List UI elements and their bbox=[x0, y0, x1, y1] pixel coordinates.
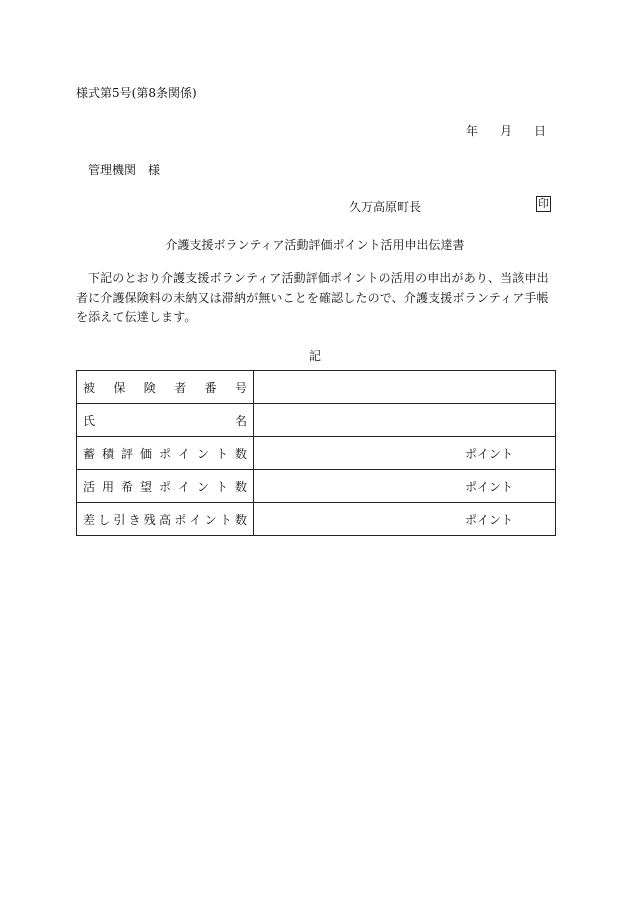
ki-heading: 記 bbox=[308, 349, 321, 363]
row-value-name[interactable] bbox=[254, 404, 556, 437]
row-value-insured-number[interactable] bbox=[254, 371, 556, 404]
month-label: 月 bbox=[500, 124, 513, 138]
row-label-desired-points: 活用希望ポイント数 bbox=[77, 470, 254, 503]
document-title: 介護支援ボランティア活動評価ポイント活用申出伝達書 bbox=[165, 238, 465, 252]
year-label: 年 bbox=[466, 124, 479, 138]
recipient-name: 管理機関 bbox=[88, 163, 137, 177]
row-value-accumulated-points[interactable]: ポイント bbox=[254, 437, 556, 470]
table-row bbox=[77, 371, 556, 404]
row-label-remaining-points: 差し引き残高ポイント数 bbox=[77, 503, 254, 536]
row-label-insured-number: 被保険者番号 bbox=[77, 371, 254, 404]
body-paragraph: 下記のとおり介護支援ボランティア活動評価ポイントの活用の申出があり、当該申出者に介護保険料の未納又は滞納が無いことを確認したので、介護支援ボランティア手帳を添えて伝達します。 bbox=[76, 271, 549, 324]
row-value-remaining-points[interactable]: ポイント bbox=[254, 503, 556, 536]
row-label-name: 氏名 bbox=[77, 404, 254, 437]
table-row bbox=[77, 437, 556, 470]
recipient bbox=[88, 161, 160, 178]
recipient-honorific: 様 bbox=[148, 163, 161, 177]
form-number: 様式第5号(第8条関係) bbox=[76, 86, 197, 100]
issuer-name: 久万高原町長 bbox=[349, 200, 422, 214]
row-value-desired-points[interactable]: ポイント bbox=[254, 470, 556, 503]
table-row bbox=[77, 470, 556, 503]
row-label-accumulated-points: 蓄積評価ポイント数 bbox=[77, 437, 254, 470]
seal-mark: 印 bbox=[538, 197, 549, 210]
table-row bbox=[77, 503, 556, 536]
day-label: 日 bbox=[534, 124, 547, 138]
info-table bbox=[76, 370, 556, 536]
table-row bbox=[77, 404, 556, 437]
date-line bbox=[466, 122, 546, 139]
